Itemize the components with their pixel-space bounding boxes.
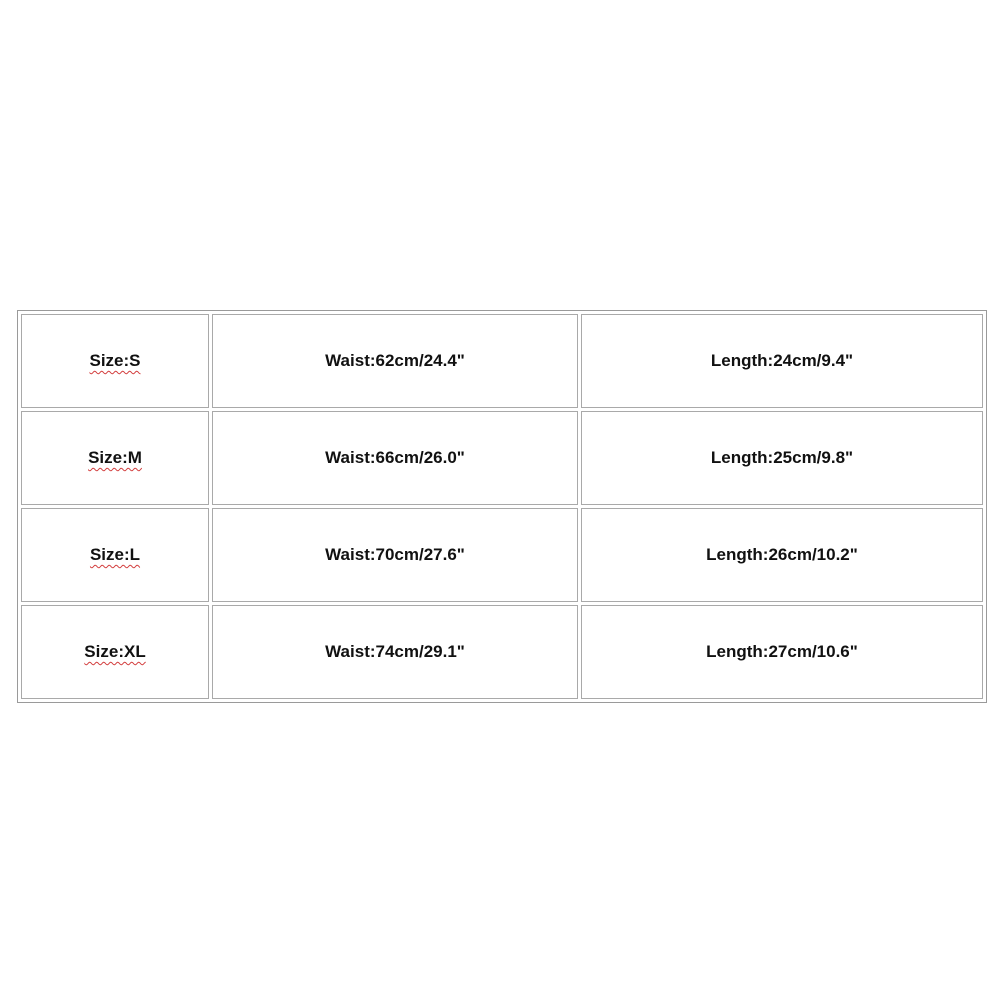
waist-cell xyxy=(212,314,578,408)
waist-value: Waist:74cm/29.1" xyxy=(325,642,465,661)
length-value: Length:27cm/10.6" xyxy=(706,642,858,661)
length-value: Length:26cm/10.2" xyxy=(706,545,858,564)
length-value: Length:24cm/9.4" xyxy=(710,351,854,370)
size-chart-table xyxy=(18,311,986,702)
length-cell xyxy=(581,314,983,408)
table-row xyxy=(21,411,983,505)
size-label: Size:S xyxy=(89,351,141,370)
table-row xyxy=(21,605,983,699)
size-label: Size:M xyxy=(88,448,142,467)
size-chart xyxy=(17,310,987,703)
waist-cell xyxy=(212,411,578,505)
table-row xyxy=(21,508,983,602)
waist-value: Waist:70cm/27.6" xyxy=(325,545,465,564)
size-cell xyxy=(21,411,209,505)
waist-cell xyxy=(212,508,578,602)
waist-value: Waist:66cm/26.0" xyxy=(325,448,465,467)
length-cell xyxy=(581,605,983,699)
table-row xyxy=(21,314,983,408)
waist-cell xyxy=(212,605,578,699)
size-cell xyxy=(21,314,209,408)
size-label: Size:L xyxy=(89,545,141,564)
length-value: Length:25cm/9.8" xyxy=(710,448,854,467)
size-label: Size:XL xyxy=(84,642,146,661)
size-cell xyxy=(21,508,209,602)
length-cell xyxy=(581,508,983,602)
size-cell xyxy=(21,605,209,699)
length-cell xyxy=(581,411,983,505)
waist-value: Waist:62cm/24.4" xyxy=(325,351,465,370)
